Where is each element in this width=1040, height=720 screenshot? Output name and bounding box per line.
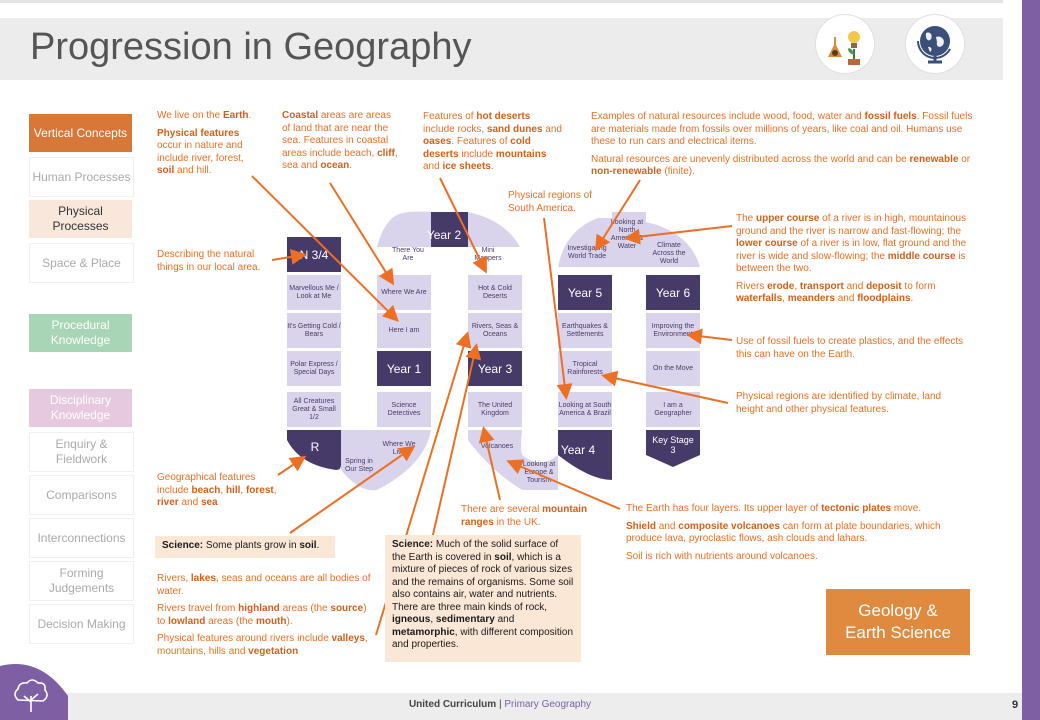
stage-year-1: Year 1 xyxy=(377,351,431,386)
topic-tropical-rainforests: Tropical Rainforests xyxy=(558,351,612,386)
sidebar-decision-making[interactable]: Decision Making xyxy=(29,604,134,644)
sidebar-interconnections[interactable]: Interconnections xyxy=(29,518,134,558)
stage-n34: N 3/4 xyxy=(287,237,341,272)
sidebar-enquiry-fieldwork[interactable]: Enquiry & Fieldwork xyxy=(29,432,134,472)
note-local-area: Describing the natural things in our local area. xyxy=(157,249,261,273)
note-earth: We live on the Earth. Physical features occur in nature and include river, forest, soil and hill. xyxy=(157,110,252,176)
stage-reception: R xyxy=(310,440,320,454)
science-soil-note: Science: Some plants grow in soil. xyxy=(155,536,335,558)
geology-earth-science-label: Geology & Earth Science xyxy=(826,589,970,655)
topic-world-trade: Investigating World Trade xyxy=(567,245,607,260)
topic-improving-environment: Improving the Environment xyxy=(646,313,700,348)
topic-south-america: Looking at South America & Brazil xyxy=(558,392,612,427)
stage-year-4: Year 4 xyxy=(560,443,596,457)
topic-here-i-am: Here I am xyxy=(377,313,431,348)
tree-logo-icon xyxy=(0,656,68,720)
topic-mini-mappers: Mini Mappers xyxy=(474,247,502,262)
sidebar-vertical-concepts[interactable]: Vertical Concepts xyxy=(29,114,132,152)
note-coastal: Coastal areas are areas of land that are near the sea. Features in coastal areas include beach, cliff, sea and ocean. xyxy=(282,110,398,171)
topic-where-we-are: Where We Are xyxy=(377,275,431,310)
science-rock-soil-note: Science: Much of the solid surface of the Earth is covered in soil, which is a mixture of pieces of rock of various sizes and the remains of organisms. Some soil also contains air, water and nutrients. There are three main kinds of rock, igneous, sedimentary and metamorphic, with different composition and properties. xyxy=(385,535,581,662)
topic-on-the-move: On the Move xyxy=(646,351,700,386)
note-fossil-fuels: Use of fossil fuels to create plastics, and the effects this can have on the Earth. xyxy=(736,336,964,360)
note-mountain-ranges: There are several mountain ranges in the UK. xyxy=(461,504,588,528)
topic-geographer: I am a Geographer xyxy=(646,392,700,427)
sidebar-disciplinary-knowledge[interactable]: Disciplinary Knowledge xyxy=(29,389,132,427)
footer-text: United Curriculum | Primary Geography xyxy=(408,699,592,710)
sidebar-forming-judgements[interactable]: Forming Judgements xyxy=(29,561,134,601)
stage-year-3: Year 3 xyxy=(468,351,522,386)
topic-getting-cold: It's Getting Cold / Bears xyxy=(287,313,341,348)
topic-north-america: Looking at North America & Water xyxy=(610,219,644,250)
note-geographical-features: Geographical features include beach, hill, forest, river and sea xyxy=(157,472,277,508)
stage-year-5: Year 5 xyxy=(558,275,612,310)
topic-where-we-live: Where We Live xyxy=(382,441,416,456)
topic-all-creatures: All Creatures Great & Small 1/2 xyxy=(287,392,341,427)
topic-science-detectives: Science Detectives xyxy=(377,392,431,427)
topic-europe: Looking at Europe & Tourism xyxy=(522,461,556,484)
stage-year-6: Year 6 xyxy=(646,275,700,310)
topic-spring: Spring in Our Step xyxy=(344,458,373,473)
topic-marvellous-me: Marvellous Me / Look at Me xyxy=(287,275,341,310)
topic-rivers-seas: Rivers, Seas & Oceans xyxy=(468,313,522,348)
sidebar-space-place[interactable]: Space & Place xyxy=(29,243,134,283)
topic-volcanoes: Volcanoes xyxy=(480,443,514,450)
sidebar-comparisons[interactable]: Comparisons xyxy=(29,475,134,515)
topic-earthquakes: Earthquakes & Settlements xyxy=(558,313,612,348)
note-natural-resources: Examples of natural resources include wood, food, water and fossil fuels. Fossil fuels are materials made from fossils over millions of years, like coal and oil. Humans use these to run cars and electrical items. Natural resources are unevenly distributed across the world and can be renewable or non-renewable (finite). xyxy=(591,111,973,177)
note-physical-regions: Physical regions are identified by climate, land height and other physical features. xyxy=(736,391,942,415)
note-river-courses: The upper course of a river is in high, mountainous ground and the river is narrow and fast-flowing; the lower course of a river is in low, flat ground and the river is wide and slow-flowing; the middle course is between the two. Rivers erode, transport and deposit to form waterfalls, meanders and floodplains. xyxy=(736,213,967,304)
stage-year-2: Year 2 xyxy=(426,228,462,242)
sidebar-physical-processes[interactable]: Physical Processes xyxy=(29,200,132,238)
topic-climate: Climate Across the World xyxy=(652,242,686,265)
topic-united-kingdom: The United Kingdom xyxy=(468,392,522,427)
note-deserts: Features of hot deserts include rocks, sand dunes and oases. Features of cold deserts include mountains and ice sheets. xyxy=(423,111,562,172)
sidebar-human-processes[interactable]: Human Processes xyxy=(29,157,134,197)
note-south-america: Physical regions of South America. xyxy=(508,190,592,214)
page-title: Progression in Geography xyxy=(30,26,472,68)
topic-there-you-are: There You Are xyxy=(392,247,424,262)
page-number: 9 xyxy=(1012,699,1019,711)
note-rivers: Rivers, lakes, seas and oceans are all bodies of water. Rivers travel from highland areas (the source) to lowland areas (the mouth). Physical features around rivers include valleys, mountains, hills and vegetation xyxy=(157,573,371,657)
note-tectonics: The Earth has four layers. Its upper layer of tectonic plates move. Shield and composite volcanoes can form at plate boundaries, which produce lava, pyroclastic flows, ash clouds and lahars. Soil is rich with nutrients around volcanoes. xyxy=(626,503,941,562)
topic-polar-express: Polar Express / Special Days xyxy=(287,351,341,386)
sidebar-procedural-knowledge[interactable]: Procedural Knowledge xyxy=(29,314,132,352)
topic-hot-cold-deserts: Hot & Cold Deserts xyxy=(468,275,522,310)
stage-key-stage-3: Key Stage 3 xyxy=(652,435,694,455)
